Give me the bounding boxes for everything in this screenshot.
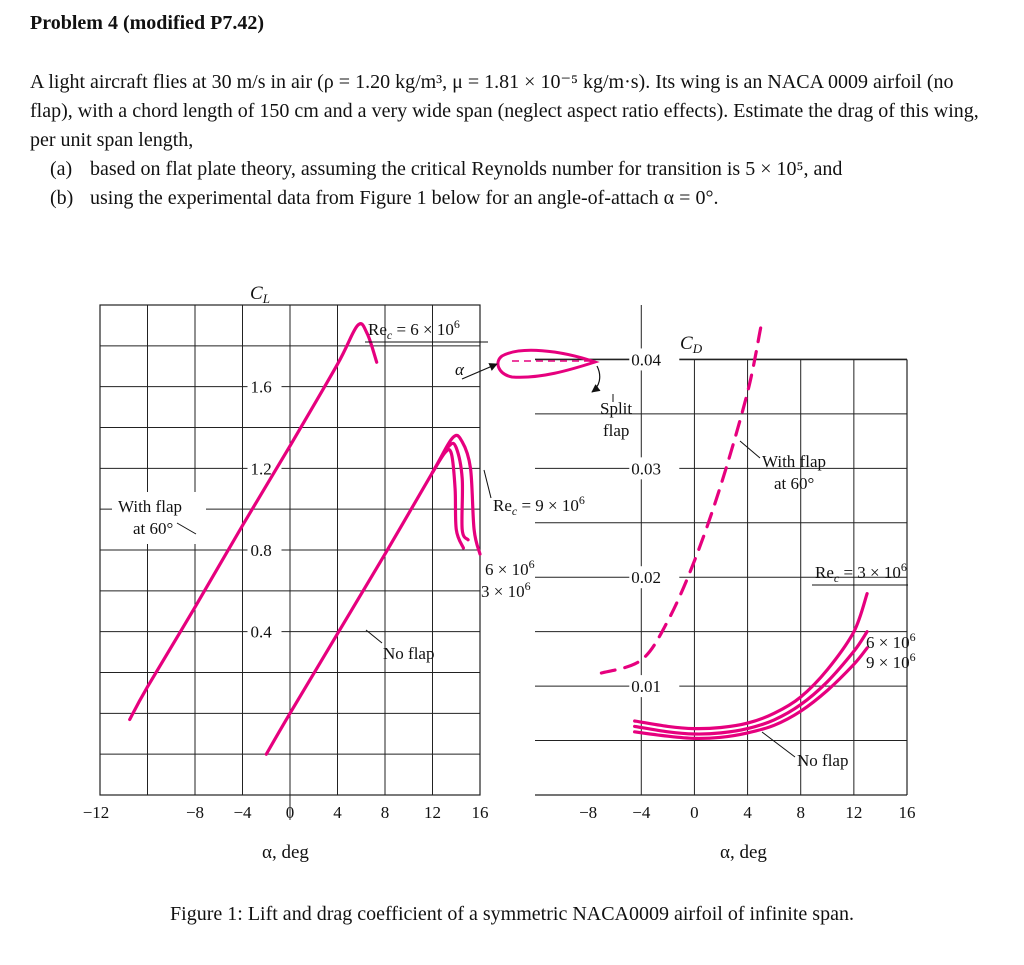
drag-xtick-label: −8 — [579, 803, 598, 822]
part-b — [30, 184, 998, 213]
lift-xtick-label: 4 — [333, 803, 342, 822]
drag-xtick-label: 4 — [743, 803, 752, 822]
lift-xlabel: α, deg — [262, 842, 309, 863]
lift-xtick-label: 16 — [471, 803, 489, 822]
drag-xtick-label: 0 — [690, 803, 699, 822]
lift-xtick-label: 0 — [285, 803, 295, 822]
lift-re6-top-label: $Re_c = 6 \times 10^6$ — [368, 317, 460, 342]
drag-xtick-label: 16 — [898, 803, 916, 822]
part-b-text: using the experimental data from Figure 1 below for an angle-of-attach α = 0°. — [90, 187, 719, 209]
lift-curve-no-flap-re6 — [433, 443, 469, 540]
lift-with-flap-label-1: With flap — [118, 497, 182, 516]
part-a-label: (a) — [50, 158, 73, 180]
drag-ylabel: $C_D$ — [680, 333, 703, 356]
drag-ytick-label: 0.03 — [631, 459, 662, 479]
problem-title: Problem 4 (modified P7.42) — [30, 12, 265, 34]
lift-ytick-label: 1.2 — [250, 459, 272, 479]
lift-re6-label: $6 \times 10^6$ — [485, 557, 535, 579]
lift-re3-label: $3 \times 10^6$ — [481, 579, 531, 601]
lift-re9-leader — [484, 470, 491, 498]
drag-xtick-label: 8 — [796, 803, 805, 822]
drag-ytick-label: 0.02 — [631, 568, 662, 588]
split-flap-arrow — [592, 366, 600, 392]
drag-with-flap-leader — [740, 441, 760, 458]
part-b-label: (b) — [50, 187, 74, 209]
drag-with-flap-label-1: With flap — [762, 452, 826, 471]
lift-ytick-label: 0.4 — [250, 622, 272, 642]
lift-chart-grid — [83, 305, 489, 822]
airfoil-sketch — [462, 350, 613, 402]
lift-ytick-label: 1.6 — [250, 377, 272, 397]
split-flap-label-1: Split — [600, 399, 633, 418]
drag-no-flap-leader — [762, 732, 795, 757]
drag-no-flap-label: No flap — [797, 751, 849, 770]
drag-ytick-label: 0.01 — [631, 677, 662, 697]
part-a — [30, 155, 998, 184]
drag-xtick-label: 12 — [845, 803, 863, 822]
lift-with-flap-label-2: at 60° — [133, 519, 174, 538]
drag-curve-no-flap-re3 — [635, 594, 868, 729]
drag-re6-label: $6 \times 10^6$ — [866, 630, 916, 652]
drag-curve-with-flap — [601, 327, 761, 673]
chart-curves — [130, 324, 867, 755]
lift-xtick-label: −8 — [185, 803, 205, 822]
part-a-text: based on flat plate theory, assuming the critical Reynolds number for transition is 5 × 10⁵, and — [90, 158, 843, 180]
drag-xtick-label: −4 — [632, 803, 651, 822]
lift-curve-no-flap-re9 — [266, 435, 480, 754]
lift-no-flap-label: No flap — [383, 644, 435, 663]
alpha-symbol: α — [455, 360, 464, 379]
lift-xtick-label: 12 — [424, 803, 441, 822]
drag-re9-label: $9 \times 10^6$ — [866, 650, 916, 672]
lift-ytick-label: 0.8 — [250, 541, 272, 560]
drag-xlabel: α, deg — [720, 842, 767, 863]
lift-xtick-label: −12 — [82, 803, 110, 822]
figure-lift-drag — [0, 270, 1024, 890]
drag-annotations — [680, 333, 916, 863]
problem-intro: A light aircraft flies at 30 m/s in air (ρ = 1.20 kg/m³, μ = 1.81 × 10⁻⁵ kg/m·s). Its wing is an NACA 0009 airfoil (no flap), with a chord length of 150 cm and a very wide span (neglect aspect ratio effects). Estimate the drag of this wing, per unit span length, — [30, 71, 979, 151]
airfoil-shape — [498, 350, 595, 377]
drag-ytick-label: 0.04 — [631, 350, 662, 370]
lift-ylabel: $C_L$ — [250, 283, 270, 306]
drag-with-flap-label-2: at 60° — [774, 474, 815, 493]
lift-xtick-label: −4 — [233, 803, 252, 822]
lift-re9-label: $Re_c = 9 \times 10^6$ — [493, 493, 585, 518]
problem-statement — [30, 68, 998, 213]
split-flap-label-2: flap — [603, 421, 630, 440]
figure-caption: Figure 1: Lift and drag coefficient of a symmetric NACA0009 airfoil of infinite span. — [170, 903, 854, 925]
drag-re3-label: $Re_c = 3 \times 10^6$ — [815, 560, 907, 585]
lift-xtick-label: 8 — [380, 803, 390, 822]
lift-curve-no-flap-re3 — [433, 450, 464, 548]
